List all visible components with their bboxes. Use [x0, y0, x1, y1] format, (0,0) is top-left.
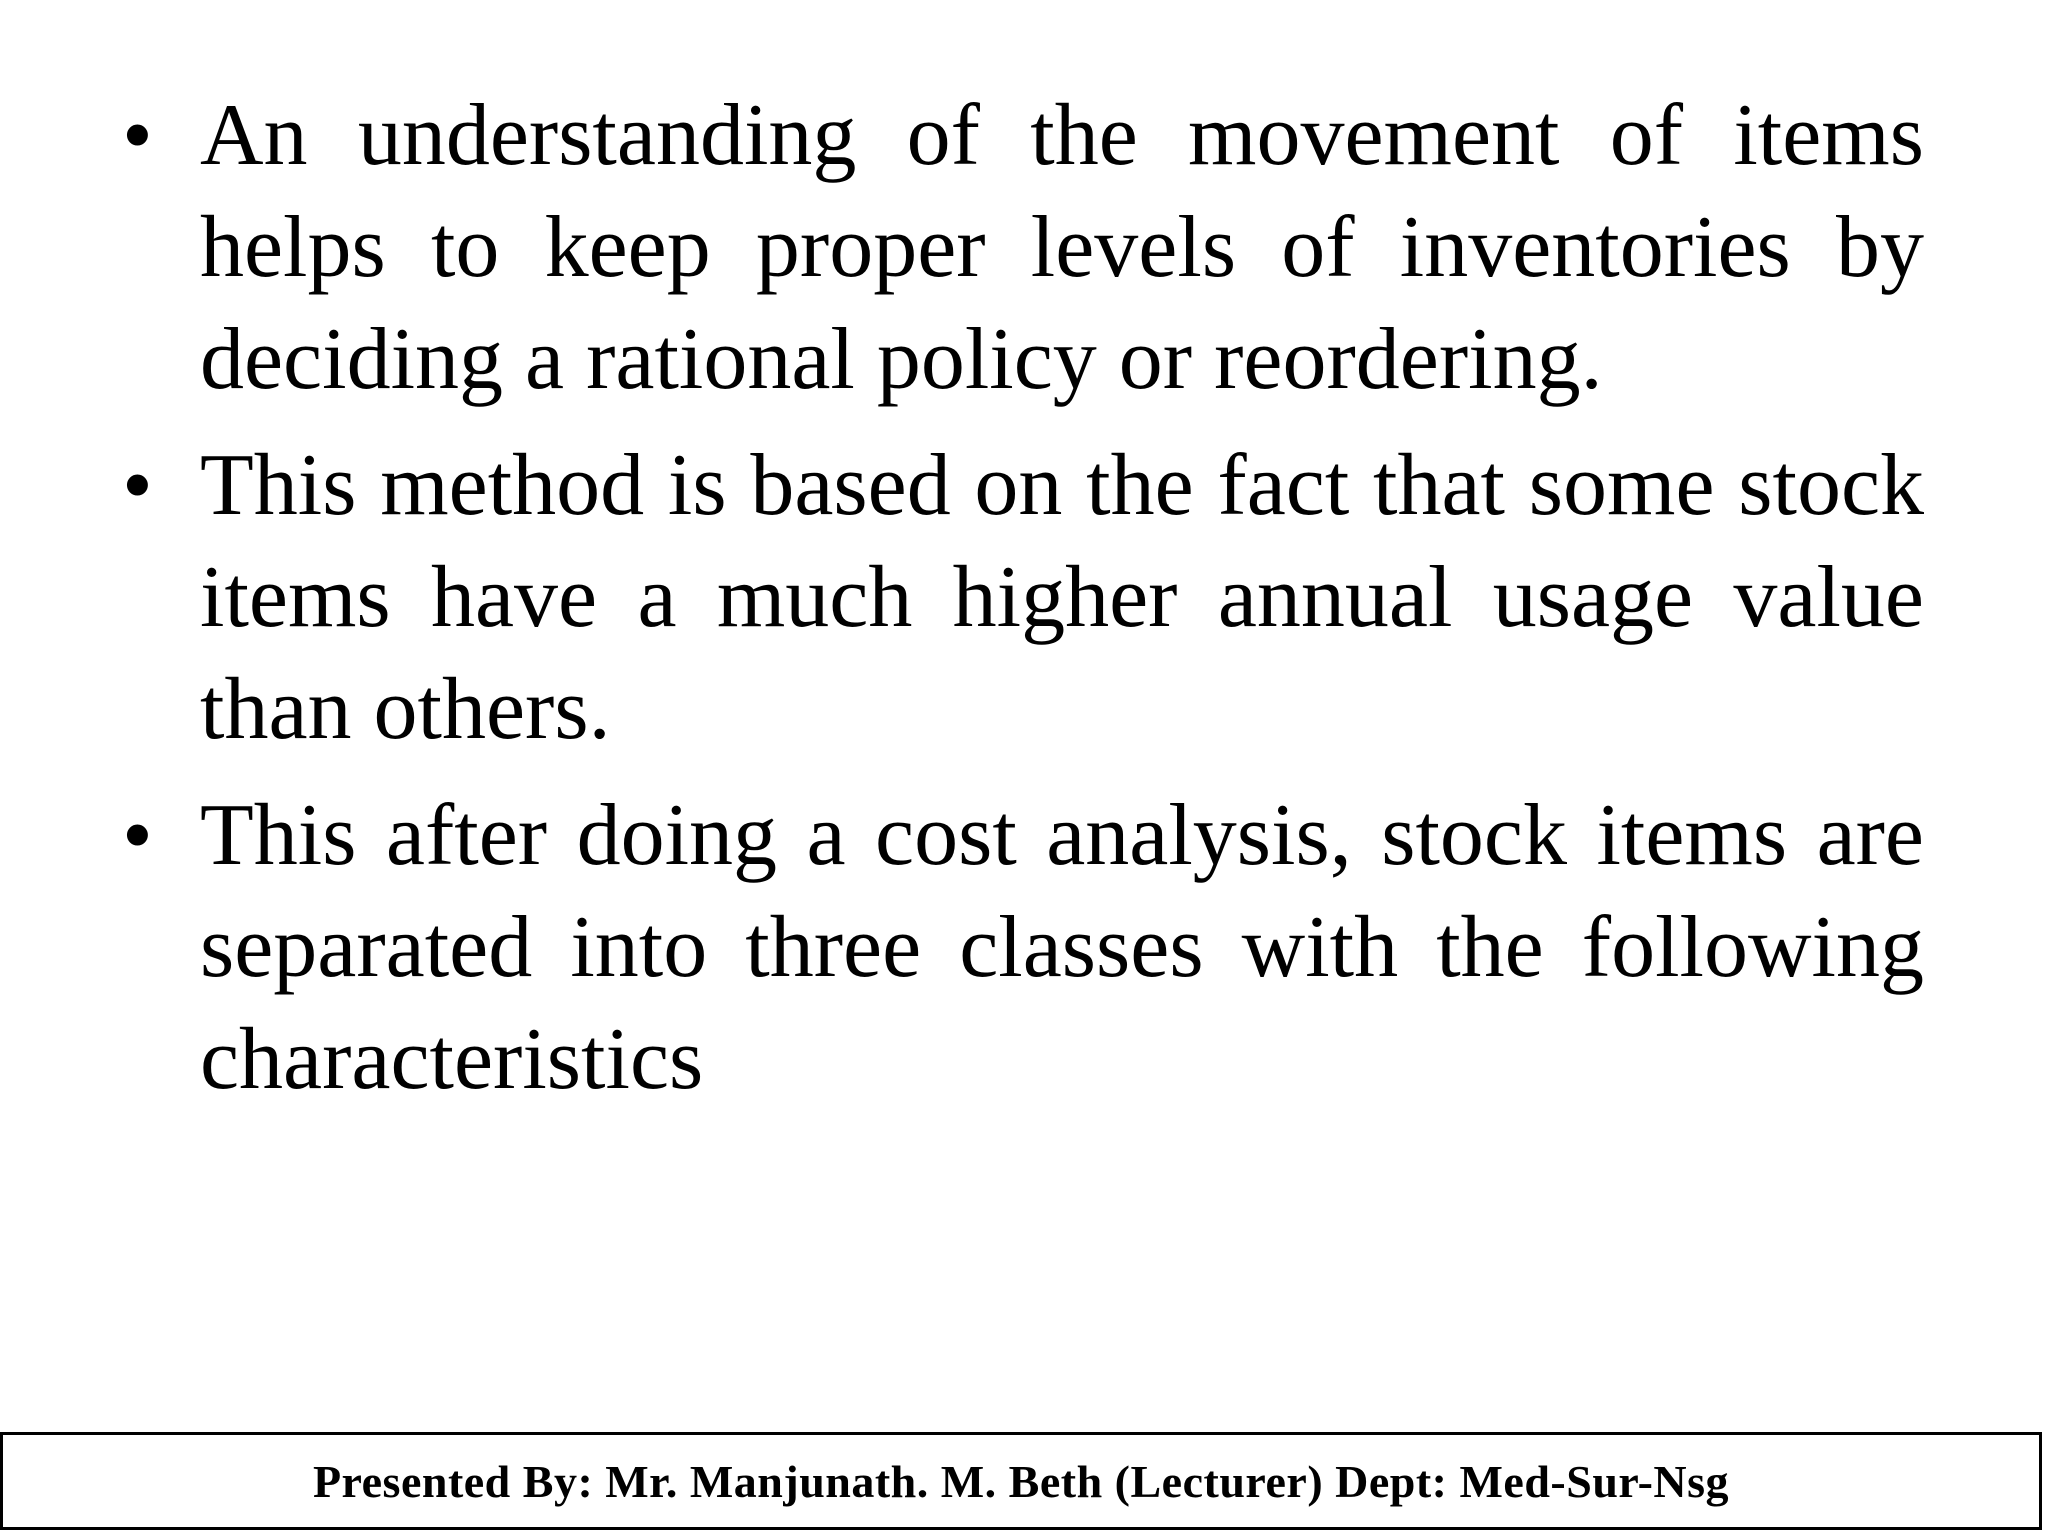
presenter-footer	[0, 1432, 2042, 1530]
bullet-item	[120, 80, 1924, 416]
bullet-point-icon: •	[122, 437, 153, 534]
slide-body	[120, 80, 1924, 1130]
bullet-item	[120, 780, 1924, 1116]
bullet-point-icon: •	[122, 87, 153, 184]
bullet-point-icon: •	[122, 787, 153, 884]
bullet-text: An understanding of the movement of items helps to keep proper levels of inventories by deciding a rational policy or reordering.	[200, 87, 1924, 408]
bullet-item	[120, 430, 1924, 766]
bullet-text: This after doing a cost analysis, stock items are separated into three classes with the following characteristics	[200, 787, 1924, 1108]
presenter-credit: Presented By: Mr. Manjunath. M. Beth (Lecturer) Dept: Med-Sur-Nsg	[312, 1455, 1730, 1507]
bullet-list	[120, 80, 1924, 1116]
bullet-text: This method is based on the fact that some stock items have a much higher annual usage value than others.	[200, 437, 1924, 758]
